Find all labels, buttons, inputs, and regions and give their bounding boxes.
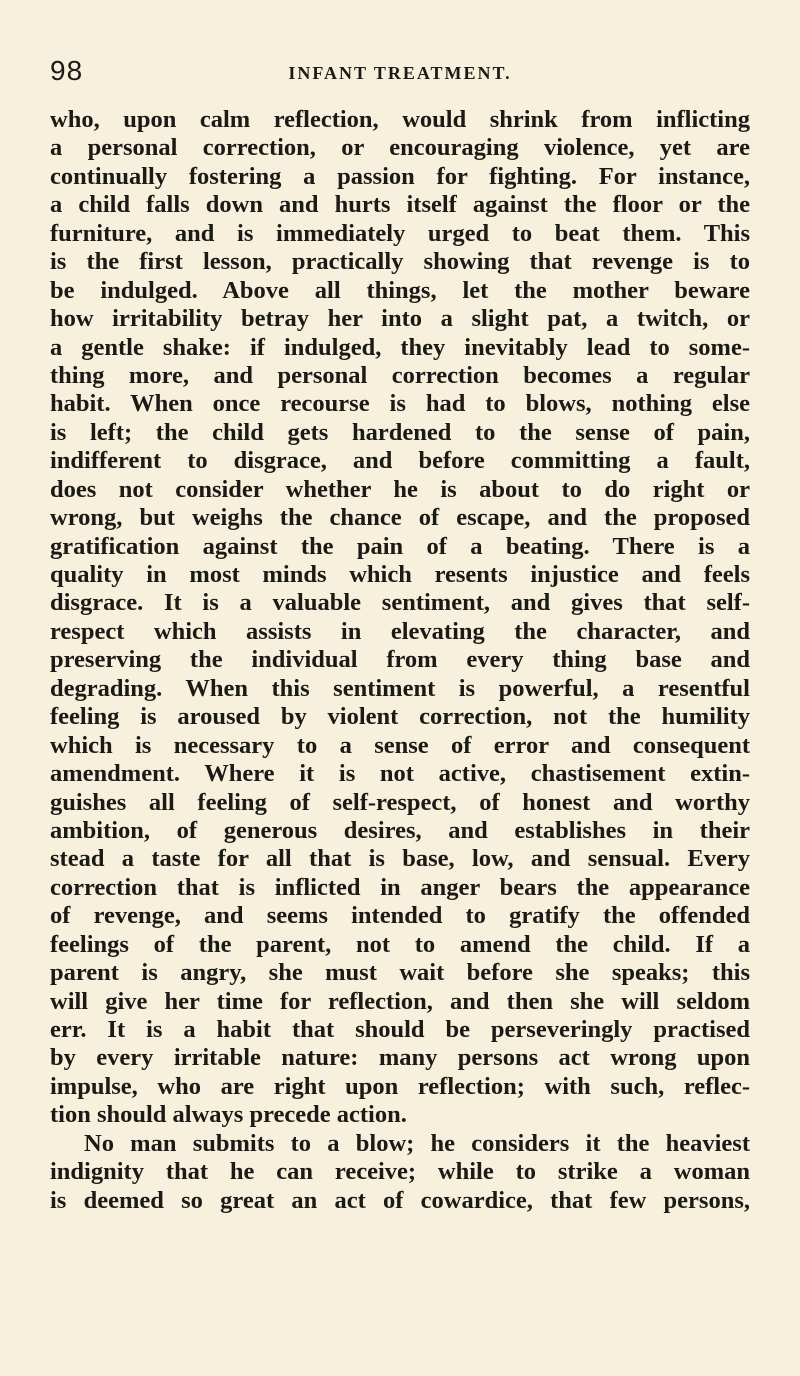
- text-line: how irritability betray her into a slight pat, a twitch, or: [50, 305, 750, 333]
- text-line: feelings of the parent, not to amend the child. If a: [50, 930, 750, 958]
- text-line: will give her time for reflection, and then she will seldom: [50, 987, 750, 1015]
- text-line: is deemed so great an act of cowardice, that few persons,: [50, 1186, 750, 1214]
- text-line: thing more, and personal correction becomes a regular: [50, 361, 750, 389]
- text-line: wrong, but weighs the chance of escape, and the proposed: [50, 504, 750, 532]
- text-line: guishes all feeling of self-respect, of honest and worthy: [50, 788, 750, 816]
- text-line: feeling is aroused by violent correction, not the humility: [50, 703, 750, 731]
- text-line: which is necessary to a sense of error and consequent: [50, 731, 750, 759]
- running-head: INFANT TREATMENT.: [288, 63, 512, 83]
- text-line: impulse, who are right upon reflection; with such, reflec-: [50, 1072, 750, 1100]
- text-line: habit. When once recourse is had to blows, nothing else: [50, 390, 750, 418]
- text-line: degrading. When this sentiment is powerful, a resentful: [50, 674, 750, 702]
- text-line: a gentle shake: if indulged, they inevitably lead to some-: [50, 333, 750, 361]
- text-line: a child falls down and hurts itself against the floor or the: [50, 191, 750, 219]
- text-line: quality in most minds which resents injustice and feels: [50, 561, 750, 588]
- text-line: does not consider whether he is about to do right or: [50, 475, 750, 503]
- text-line: gratification against the pain of a beating. There is a: [50, 532, 750, 560]
- text-line: be indulged. Above all things, let the mother beware: [50, 276, 750, 304]
- text-line: amendment. Where it is not active, chastisement extin-: [50, 760, 750, 788]
- text-line: a personal correction, or encouraging violence, yet are: [50, 134, 750, 162]
- text-line: indignity that he can receive; while to strike a woman: [50, 1158, 750, 1186]
- page-header: [50, 56, 750, 96]
- text-line: respect which assists in elevating the character, and: [50, 617, 750, 645]
- text-line: disgrace. It is a valuable sentiment, and gives that self-: [50, 589, 750, 617]
- text-line: continually fostering a passion for fighting. For instance,: [50, 162, 750, 190]
- text-line: ambition, of generous desires, and establishes in their: [50, 816, 750, 844]
- text-line: preserving the individual from every thing base and: [50, 646, 750, 674]
- text-line: is left; the child gets hardened to the sense of pain,: [50, 418, 750, 446]
- text-line: err. It is a habit that should be perseveringly practised: [50, 1016, 750, 1043]
- text-line: furniture, and is immediately urged to beat them. This: [50, 219, 750, 247]
- text-line: stead a taste for all that is base, low, and sensual. Every: [50, 845, 750, 873]
- body-text: [50, 106, 750, 1215]
- text-line: is the first lesson, practically showing that revenge is to: [50, 248, 750, 276]
- text-line: of revenge, and seems intended to gratify the offended: [50, 902, 750, 930]
- text-line: indifferent to disgrace, and before committing a fault,: [50, 447, 750, 475]
- page-number: 98: [50, 55, 84, 86]
- text-line: No man submits to a blow; he considers it the heaviest: [84, 1129, 750, 1157]
- text-line: tion should always precede action.: [50, 1101, 407, 1129]
- text-line: by every irritable nature: many persons act wrong upon: [50, 1044, 750, 1072]
- text-line: correction that is inflicted in anger bears the appearance: [50, 873, 750, 901]
- text-line: parent is angry, she must wait before she speaks; this: [50, 959, 750, 987]
- text-line: who, upon calm reflection, would shrink from inflicting: [50, 106, 750, 133]
